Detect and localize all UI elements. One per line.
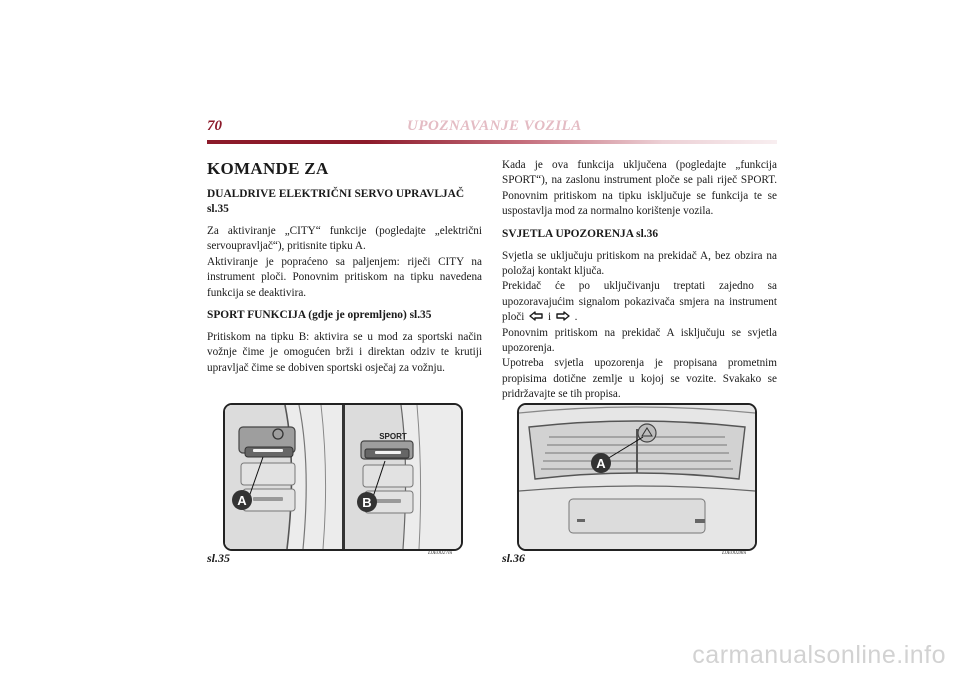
right-column [502, 158, 777, 403]
sport-para-2: Kada je ova funkcija uključena (pogledajte „funkcija SPORT“), na zaslonu instrument ploče se pali riječ SPORT. Ponovnim pritiskom na tipku isključuje se funkcija te se uspostavlja mod za normalno korištenje vozila. [502, 159, 777, 218]
figure-36-illustration [519, 405, 755, 549]
figure-36-caption: sl.36 [502, 551, 526, 565]
figure-35-sport-text: SPORT [379, 432, 407, 441]
page-header [207, 116, 777, 138]
hazard-para-2: Prekidač će po uključivanju treptati zajedno sa upozoravajućim signalom pokazivača smjera na instrument ploči i . [502, 280, 777, 324]
figure-35-caption: sl.35 [207, 551, 231, 565]
figure-35 [223, 403, 463, 551]
figure-36 [517, 403, 757, 551]
figure-36-code: L0E0028m [722, 550, 747, 556]
hazard-para-1: Svjetla se uključuju pritiskom na prekidač A, bez obzira na položaj kontakt ključa. [502, 249, 777, 278]
hazard-heading: SVJETLA UPOZORENJA sl.36 [502, 227, 659, 240]
page-number: 70 [207, 118, 222, 134]
hazard-para-3: Ponovnim pritiskom na prekidač A isključuju se svjetla upozorenja. [502, 326, 777, 355]
sport-heading: SPORT FUNKCIJA (gdje je opremljeno) sl.35 [207, 309, 432, 322]
arrow-left-icon [529, 311, 543, 321]
figure-36-label-a: A [596, 456, 606, 471]
dualdrive-para-2: Aktiviranje je popraćeno sa paljenjem: riječi CITY na instrument ploči. Ponovnim pritiskom na tipku navedena funkcija se deaktivira. [207, 255, 482, 299]
figure-35-label-a: A [237, 493, 247, 508]
dualdrive-heading: DUALDRIVE ELEKTRIČNI SERVO UPRAVLJAČ sl.35 [207, 188, 465, 215]
figure-35-label-b: B [362, 495, 372, 510]
left-column [207, 158, 482, 376]
figure-35-code: L0E0027m [428, 550, 453, 556]
running-title: UPOZNAVANJE VOZILA [407, 118, 582, 134]
section-title: KOMANDE ZA [207, 159, 329, 178]
sport-para-1: Pritiskom na tipku B: aktivira se u mod za sportski način vožnje čime je omogućen brži i direktan odziv te krutiji upravljač čime se dobiven sportski osječaj za vožnju. [207, 331, 482, 374]
header-rule [207, 140, 777, 144]
figure-35-illustration [225, 405, 461, 549]
dualdrive-para-1: Za aktiviranje „CITY“ funkcije (pogledajte „električni servoupravljač“), pritisnite tipku A. [207, 225, 482, 253]
watermark: carmanualsonline.info [692, 641, 946, 669]
arrow-right-icon [556, 311, 570, 321]
hazard-para-4: Upotreba svjetla upozorenja je propisana prometnim propisima dotične zemlje u kojoj se vozite. Svakako se pridržavajte se tih propisa. [502, 357, 777, 401]
